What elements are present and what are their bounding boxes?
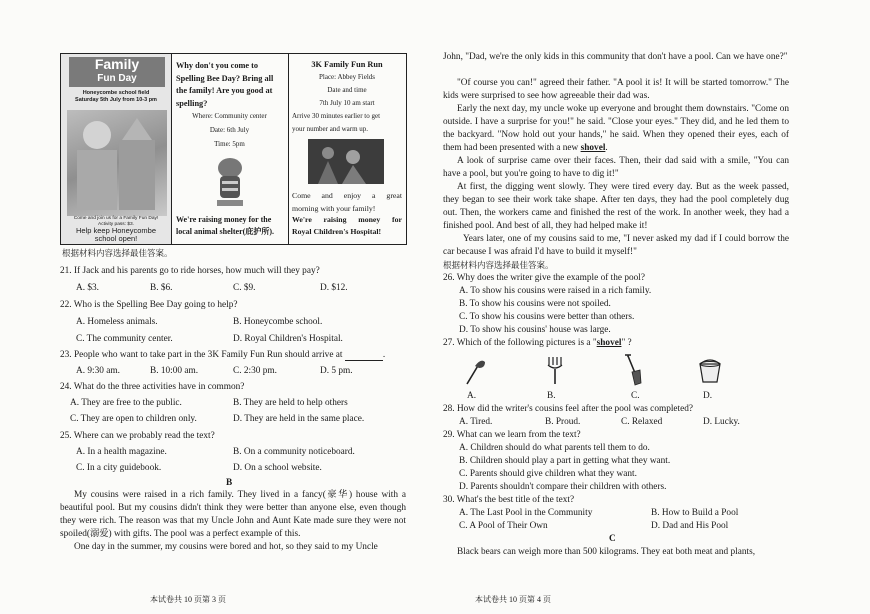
spelling-line-3: the family! Are you good at	[176, 86, 273, 95]
poster-join: Come and join us for a Family Fun Day!	[73, 216, 159, 221]
section-c-heading: C	[609, 534, 616, 544]
q23-option-d: D. 5 pm.	[320, 366, 353, 376]
q28-option-b: B. Proud.	[545, 417, 581, 427]
q25-option-b: B. On a community noticeboard.	[233, 447, 355, 457]
q22-option-a: A. Homeless animals.	[76, 317, 158, 327]
spelling-line-1: Why don't you come to	[176, 61, 259, 70]
section-b-heading: B	[226, 478, 233, 488]
passage-c-first-line: Black bears can weigh more than 500 kilograms. They eat both meat and plants,	[457, 547, 756, 557]
poster-venue: Honeycombe school field	[82, 90, 150, 96]
spelling-time: Time: 5pm	[214, 140, 245, 148]
run-arrive-2: your number and warm up.	[292, 125, 369, 133]
q22-option-b: B. Honeycombe school.	[233, 317, 323, 327]
q29-option-a: A. Children should do what parents tell them to do.	[459, 443, 650, 453]
q30-option-d: D. Dad and His Pool	[651, 521, 729, 531]
left-column	[0, 0, 432, 614]
q27-option-a: A.	[467, 391, 477, 401]
spelling-line-2: Spelling Bee Day? Bring all	[176, 73, 274, 83]
poster-school-open: school open!	[94, 234, 138, 243]
footer-right: 本试卷共 10 页第 4 页	[475, 595, 551, 604]
q21-option-d: D. $12.	[320, 283, 348, 293]
run-place: Place: Abbey Fields	[319, 73, 375, 81]
spelling-date: Date: 6th July	[209, 126, 250, 134]
fun-run-notice	[288, 54, 406, 244]
q21-option-a: A. $3.	[76, 283, 99, 293]
left-instruction: 根据材料内容选择最佳答案。	[62, 248, 173, 258]
q26-option-d: D. To show his cousins' house was large.	[459, 325, 611, 335]
q26-stem: 26. Why does the writer give the example of the pool?	[443, 273, 645, 283]
spelling-raising-1: We're raising money for the	[176, 215, 272, 224]
q21-stem: 21. If Jack and his parents go to ride horses, how much will they pay?	[60, 266, 320, 276]
bee-trophy-icon	[211, 154, 249, 214]
passage-b-paragraph-5: Early the next day, my uncle woke up everyone and brought them downstairs. "Come on outside. I have a surprise for you!" he said. "Close your eyes." They did, and he led them to the backyard. "Now hold out your hands," he said. When they opened their eyes, each of them had been presented with a new shovel.	[443, 104, 789, 153]
q21-option-b: B. $6.	[150, 283, 173, 293]
q30-stem: 30. What's the best title of the text?	[443, 495, 575, 505]
run-enjoy-2: morning with your family!	[292, 203, 376, 213]
q28-option-d: D. Lucky.	[703, 417, 740, 427]
run-date-label: Date and time	[327, 86, 367, 94]
right-column	[435, 0, 867, 614]
poster-image	[67, 110, 167, 216]
q26-option-c: C. To show his cousins were better than others.	[459, 312, 635, 322]
q29-option-b: B. Children should play a part in getting what they want.	[459, 456, 671, 466]
footer-left: 本试卷共 10 页第 3 页	[150, 595, 226, 604]
spelling-bee-notice	[171, 54, 289, 244]
passage-b-paragraph-1: My cousins were raised in a rich family. They lived in a fancy(豪华) house with a beautiful pool. But my cousins didn't think they were better than anyone else, even though they were rich. The reason was that my Uncle John and Aunt Kate made sure they were not spoiled(溺爱) with gifts. The pool was a perfect example of this.	[60, 490, 406, 539]
q24-option-c: C. They are open to children only.	[70, 414, 197, 424]
q27-stem: 27. Which of the following pictures is a "shovel" ?	[443, 338, 632, 348]
passage-b-paragraph-6: A look of surprise came over their faces. Then, their dad said with a smile, "You can have a pool, but you're going to have to dig it!"	[443, 156, 789, 179]
poster-passes: Activity pass: $3.	[98, 222, 134, 227]
spelling-line-4: spelling?	[176, 98, 208, 108]
q21-option-c: C. $9.	[233, 283, 256, 293]
q23-stem: 23. People who want to take part in the 3K Family Fun Run should arrive at .	[60, 350, 386, 360]
right-instruction: 根据材料内容选择最佳答案。	[443, 260, 554, 270]
q30-option-c: C. A Pool of Their Own	[459, 521, 548, 531]
q22-stem: 22. Who is the Spelling Bee Day going to help?	[60, 300, 238, 310]
q28-stem: 28. How did the writer's cousins feel after the pool was completed?	[443, 404, 694, 414]
q28-option-c: C. Relaxed	[621, 417, 663, 427]
run-title: 3K Family Fun Run	[311, 60, 383, 69]
run-raising-2: Royal Children's Hospital!	[292, 227, 382, 236]
family-fun-day-poster	[61, 54, 172, 244]
run-arrive-1: Arrive 30 minutes earlier to get	[292, 112, 381, 120]
q22-option-d: D. Royal Children's Hospital.	[233, 334, 343, 344]
q26-option-a: A. To show his cousins were raised in a rich family.	[459, 286, 652, 296]
q22-option-c: C. The community center.	[76, 334, 173, 344]
q27-option-b: B.	[547, 391, 556, 401]
q25-option-d: D. On a school website.	[233, 463, 322, 473]
q24-stem: 24. What do the three activities have in common?	[60, 382, 245, 392]
q30-option-a: A. The Last Pool in the Community	[459, 508, 593, 518]
q28-option-a: A. Tired.	[459, 417, 493, 427]
q30-option-b: B. How to Build a Pool	[651, 508, 739, 518]
passage-b-paragraph-7: At first, the digging went slowly. They were tired every day. But as the week passed, they began to see their work take shape. After ten days, they had the pool completely dug out. Then, the workers came and finished the rest of the work. In another week, they had a finished pool. And best of all, they had helped make it!	[443, 182, 789, 231]
q27-option-d: D.	[703, 391, 713, 401]
q24-option-a: A. They are free to the public.	[70, 398, 182, 408]
q23-option-b: B. 10:00 am.	[150, 366, 199, 376]
q25-option-c: C. In a city guidebook.	[76, 463, 162, 473]
q23-option-a: A. 9:30 am.	[76, 366, 120, 376]
q23-option-c: C. 2:30 pm.	[233, 366, 277, 376]
runners-photo	[308, 139, 384, 184]
q25-stem: 25. Where can we probably read the text?	[60, 431, 215, 441]
passage-b-paragraph-3: John, "Dad, we're the only kids in this community that don't have a pool. Can we have one?"	[443, 52, 788, 62]
notice-table	[60, 53, 407, 245]
spelling-raising-2: local animal shelter(庇护所).	[176, 227, 274, 236]
passage-b-paragraph-8: Years later, one of my cousins said to me, "I never asked my dad if I could borrow the car because I was afraid I'd have to build it myself!"	[443, 234, 789, 257]
bucket-icon	[697, 356, 723, 389]
q27-option-c: C.	[631, 391, 640, 401]
plunger-icon	[463, 356, 487, 391]
poster-title: Family Fun Day	[69, 57, 165, 87]
shovel-icon	[621, 353, 643, 392]
q24-option-d: D. They are held in the same place.	[233, 414, 365, 424]
run-raising-1: We're raising money for	[292, 215, 402, 224]
run-enjoy-1: Come and enjoy a great	[292, 191, 402, 200]
poster-help: Help keep Honeycombe	[75, 226, 157, 235]
q29-option-c: C. Parents should give children what they want.	[459, 469, 637, 479]
q24-option-b: B. They are held to help others	[233, 398, 348, 408]
run-date: 7th July 10 am start	[319, 99, 375, 107]
spelling-where: Where: Community center	[192, 112, 267, 120]
answer-blank	[345, 351, 383, 361]
poster-date-time: Saturday 5th July from 10-3 pm	[75, 97, 157, 103]
passage-b-paragraph-2: One day in the summer, my cousins were bored and hot, so they said to my Uncle	[74, 542, 378, 552]
q26-option-b: B. To show his cousins were not spoiled.	[459, 299, 611, 309]
shovel-word: shovel	[580, 143, 606, 153]
q29-stem: 29. What can we learn from the text?	[443, 430, 581, 440]
q25-option-a: A. In a health magazine.	[76, 447, 167, 457]
fork-icon	[545, 355, 565, 390]
passage-b-paragraph-4: "Of course you can!" agreed their father. "A pool it is! It will be started tomorrow." The kids were surprised to see how agreeable their dad was.	[443, 78, 789, 101]
q29-option-d: D. Parents shouldn't compare their children with others.	[459, 482, 667, 492]
